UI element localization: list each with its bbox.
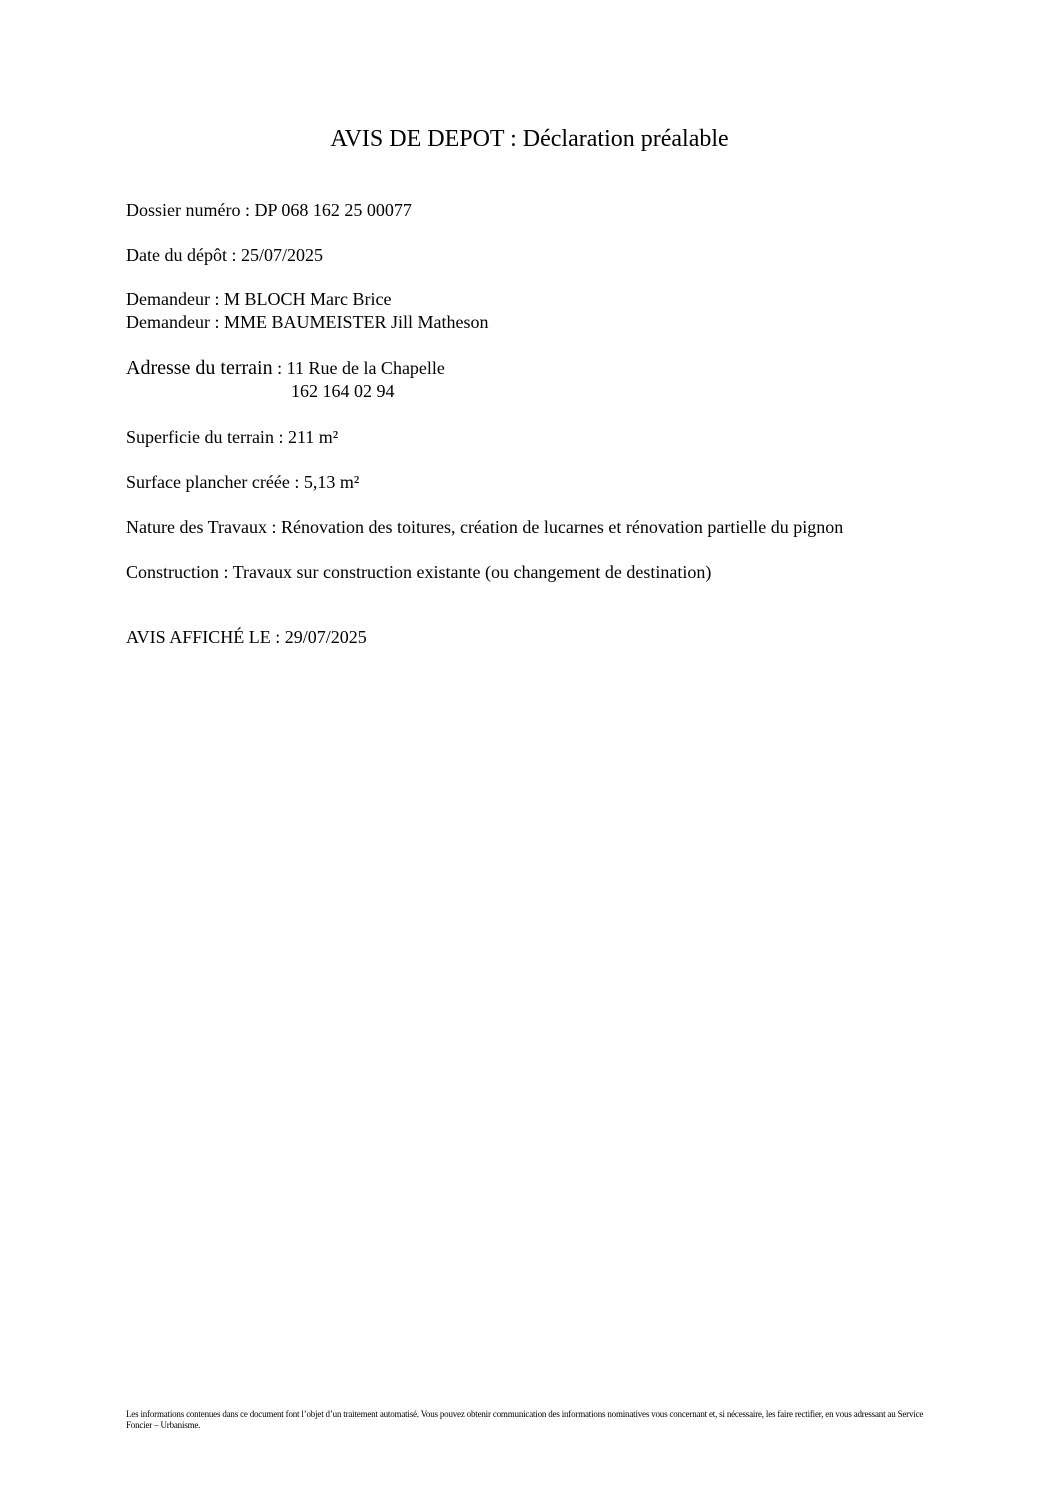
- land-area: Superficie du terrain : 211 m²: [126, 427, 339, 447]
- floor-area-created: Surface plancher créée : 5,13 m²: [126, 472, 360, 492]
- deposit-date: Date du dépôt : 25/07/2025: [126, 245, 323, 265]
- notice-posted-date: AVIS AFFICHÉ LE : 29/07/2025: [126, 627, 367, 647]
- works-nature: Nature des Travaux : Rénovation des toitures, création de lucarnes et rénovation partielle du pignon: [126, 517, 844, 537]
- land-address-parcel: 162 164 02 94: [291, 381, 395, 401]
- construction-type: Construction : Travaux sur construction existante (ou changement de destination): [126, 562, 712, 582]
- applicant-1: Demandeur : M BLOCH Marc Brice: [126, 289, 392, 309]
- land-address: [126, 357, 445, 379]
- dossier-number: Dossier numéro : DP 068 162 25 00077: [126, 200, 412, 220]
- land-address-street: : 11 Rue de la Chapelle: [272, 358, 445, 378]
- land-address-label: Adresse du terrain: [126, 357, 273, 379]
- page-title: AVIS DE DEPOT : Déclaration préalable: [330, 126, 729, 152]
- privacy-footer: Les informations contenues dans ce document font l’objet d’un traitement automatisé. Vous pouvez obtenir communication des informations nominatives vous concernant et, si nécessaire, les faire rectifier, en vous adressant au Service Foncier – Urbanisme.: [126, 1409, 924, 1430]
- applicant-2: Demandeur : MME BAUMEISTER Jill Matheson: [126, 312, 489, 332]
